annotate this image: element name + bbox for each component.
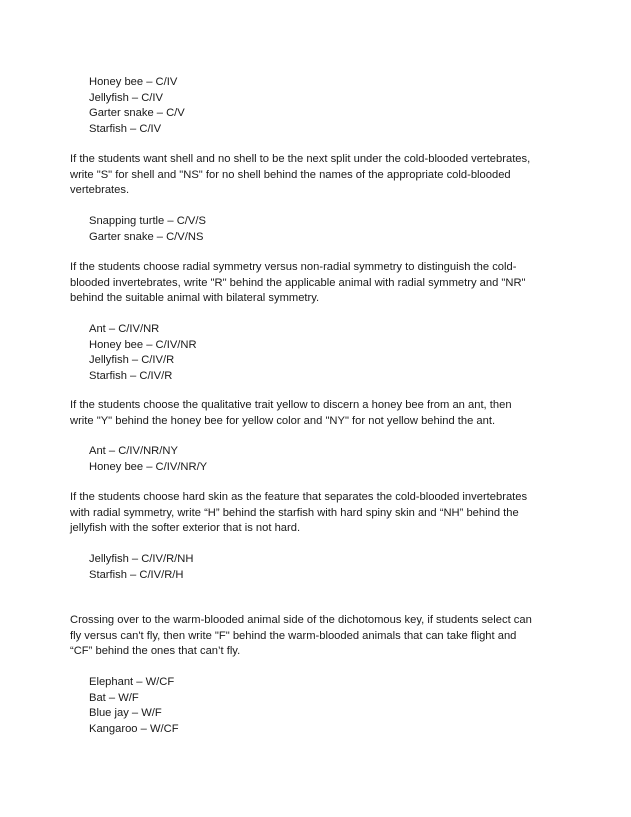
paragraph-line: Crossing over to the warm-blooded animal side of the dichotomous key, if students select can bbox=[70, 614, 532, 626]
list-item: Blue jay – W/F bbox=[89, 707, 162, 720]
animal-classification-list bbox=[89, 675, 179, 738]
list-item: Honey bee – C/IV/NR bbox=[89, 338, 197, 351]
list-item: Jellyfish – C/IV/R/NH bbox=[89, 553, 194, 565]
paragraph-line: blooded invertebrates, write "R" behind the applicable animal with radial symmetry and "NR" bbox=[70, 276, 526, 289]
paragraph-line: vertebrates. bbox=[70, 184, 130, 197]
list-item: Bat – W/F bbox=[89, 691, 139, 704]
list-item: Honey bee – C/IV/NR/Y bbox=[89, 460, 208, 473]
instruction-paragraph bbox=[70, 490, 527, 537]
animal-classification-list bbox=[89, 214, 206, 245]
instruction-paragraph bbox=[70, 152, 530, 199]
paragraph-line: with radial symmetry, write “H” behind the starfish with hard spiny skin and “NH” behind the bbox=[70, 506, 519, 519]
animal-classification-list bbox=[89, 444, 207, 475]
list-item: Ant – C/IV/NR bbox=[89, 323, 160, 335]
paragraph-line: behind the suitable animal with bilateral symmetry. bbox=[70, 292, 320, 305]
list-item: Jellyfish – C/IV bbox=[89, 91, 163, 104]
paragraph-line: write "Y" behind the honey bee for yellow color and "NY" for not yellow behind the ant. bbox=[70, 414, 496, 427]
instruction-paragraph bbox=[70, 260, 526, 307]
list-item: Starfish – C/IV/R/H bbox=[89, 568, 184, 581]
paragraph-line: fly versus can't fly, then write "F" behind the warm-blooded animals that can take flight and bbox=[70, 629, 517, 642]
list-item: Ant – C/IV/NR/NY bbox=[89, 445, 178, 457]
list-item: Snapping turtle – C/V/S bbox=[89, 215, 206, 227]
paragraph-line: If the students choose radial symmetry versus non-radial symmetry to distinguish the cold- bbox=[70, 261, 517, 273]
list-item: Kangaroo – W/CF bbox=[89, 723, 179, 736]
animal-classification-list bbox=[89, 75, 185, 138]
instruction-paragraph bbox=[70, 398, 512, 429]
paragraph-line: write "S" for shell and "NS" for no shell behind the names of the appropriate cold-blooded bbox=[70, 168, 511, 181]
list-item: Garter snake – C/V bbox=[89, 107, 185, 120]
list-item: Elephant – W/CF bbox=[89, 676, 175, 688]
paragraph-line: If the students choose the qualitative trait yellow to discern a honey bee from an ant, then bbox=[70, 399, 512, 411]
paragraph-line: jellyfish with the softer exterior that is not hard. bbox=[70, 522, 301, 535]
animal-classification-list bbox=[89, 322, 197, 385]
list-item: Jellyfish – C/IV/R bbox=[89, 354, 175, 367]
animal-classification-list bbox=[89, 552, 193, 583]
list-item: Garter snake – C/V/NS bbox=[89, 230, 204, 243]
paragraph-line: If the students want shell and no shell to be the next split under the cold-blooded vertebrates, bbox=[70, 153, 531, 165]
paragraph-line: “CF” behind the ones that can’t fly. bbox=[70, 645, 241, 658]
instruction-paragraph bbox=[70, 613, 532, 660]
list-item: Starfish – C/IV/R bbox=[89, 370, 173, 383]
list-item: Honey bee – C/IV bbox=[89, 76, 178, 88]
list-item: Starfish – C/IV bbox=[89, 123, 162, 136]
paragraph-line: If the students choose hard skin as the feature that separates the cold-blooded invertebrates bbox=[70, 491, 528, 503]
